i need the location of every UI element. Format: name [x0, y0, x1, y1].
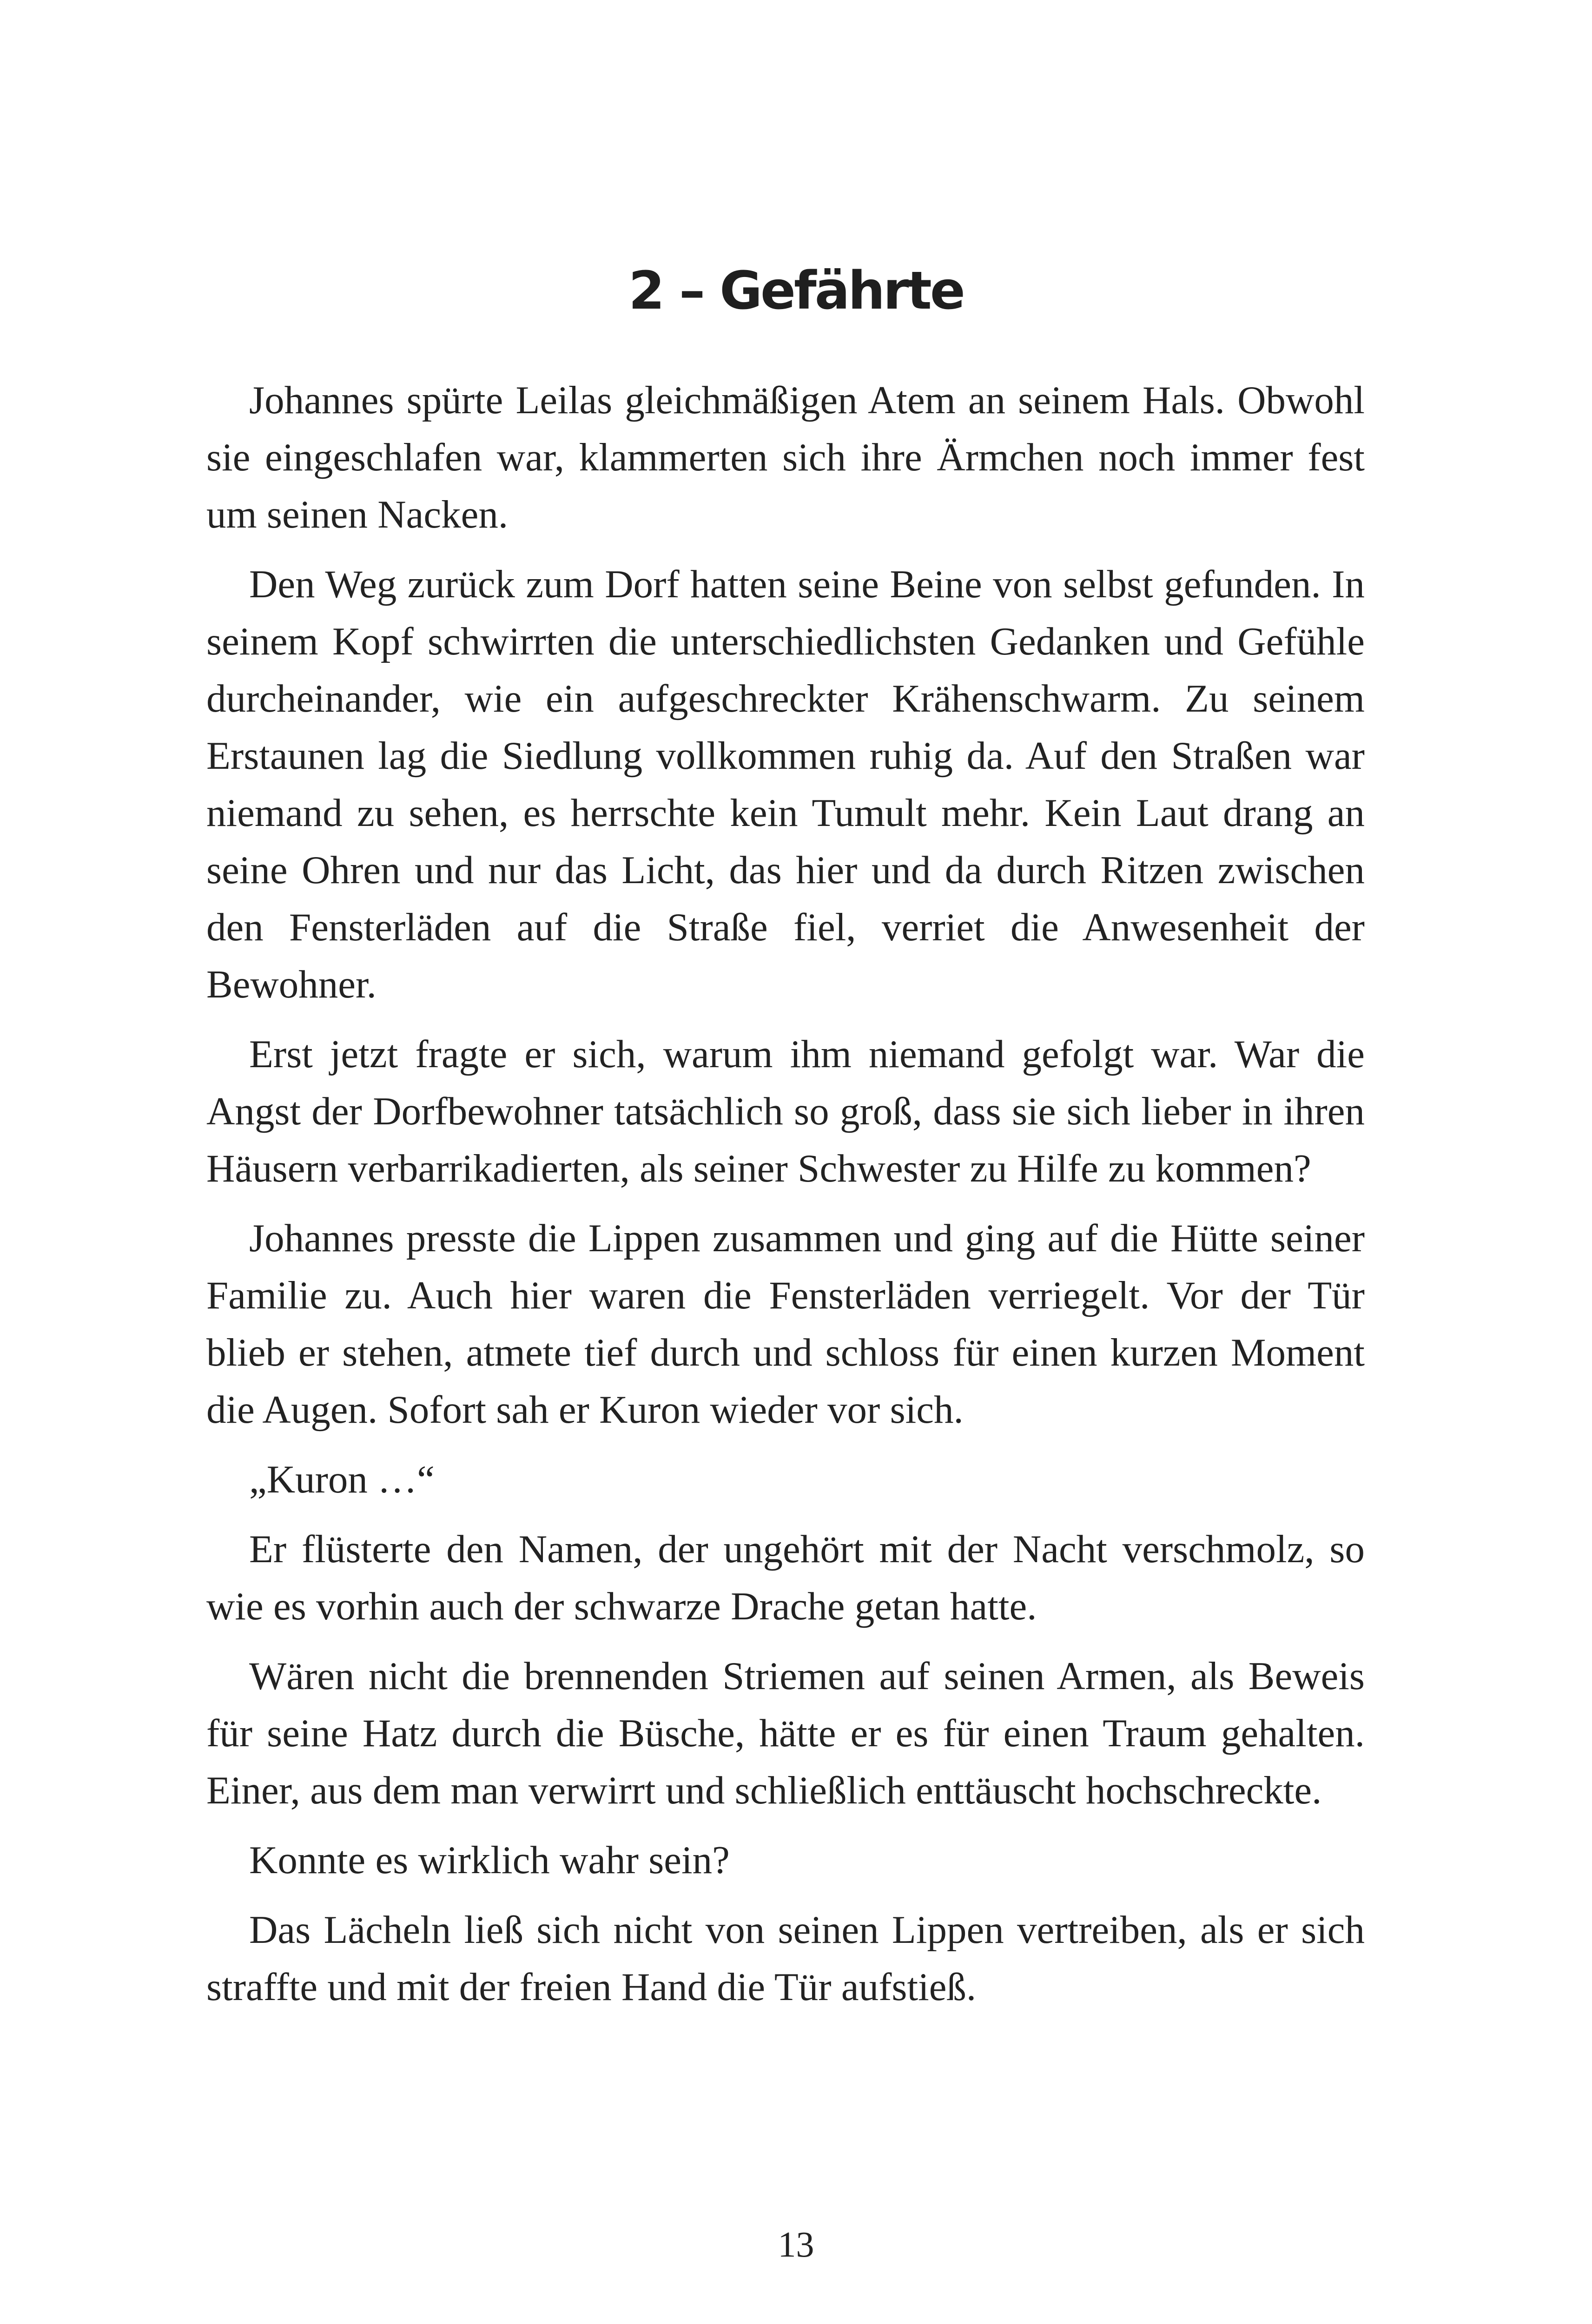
paragraph: Wären nicht die brennenden Striemen auf seinen Armen, als Beweis für seine Hatz durch die Büsche, hätte er es für einen Traum gehalten. Einer, aus dem man verwirrt und schließlich enttäuscht hochschreckte.	[206, 1654, 1365, 1812]
chapter-title: 2 – Gefährte	[628, 261, 964, 321]
paragraph: Den Weg zurück zum Dorf hatten seine Beine von selbst gefunden. In seinem Kopf schwirrten die unterschiedlichsten Gedanken und Gefühle durcheinander, wie ein aufgeschreckter Krähenschwarm. Zu seinem Erstaunen lag die Siedlung vollkommen ruhig da. Auf den Straßen war niemand zu sehen, es herrschte kein Tumult mehr. Kein Laut drang an seine Ohren und nur das Licht, das hier und da durch Ritzen zwischen den Fensterläden auf die Straße fiel, verriet die Anwesenheit der Bewohner.	[206, 562, 1365, 1006]
paragraph: Johannes presste die Lippen zusammen und ging auf die Hütte seiner Familie zu. Auch hier waren die Fensterläden verriegelt. Vor der Tür blieb er stehen, atmete tief durch und schloss für einen kurzen Moment die Augen. Sofort sah er Kuron wieder vor sich.	[206, 1216, 1365, 1432]
chapter-body	[206, 372, 1365, 2028]
page-number: 13	[778, 2224, 814, 2265]
paragraph: Er flüsterte den Namen, der ungehört mit der Nacht verschmolz, so wie es vorhin auch der schwarze Drache getan hatte.	[206, 1527, 1365, 1628]
paragraph: „Kuron …“	[249, 1458, 435, 1501]
paragraph: Das Lächeln ließ sich nicht von seinen Lippen vertreiben, als er sich straffte und mit der freien Hand die Tür aufstieß.	[206, 1908, 1365, 2009]
paragraph: Johannes spürte Leilas gleichmäßigen Atem an seinem Hals. Obwohl sie eingeschlafen war, klammerten sich ihre Ärmchen noch immer fest um seinen Nacken.	[206, 378, 1365, 536]
paragraph: Erst jetzt fragte er sich, warum ihm niemand gefolgt war. War die Angst der Dorfbewohner tatsächlich so groß, dass sie sich lieber in ihren Häusern verbarrikadierten, als seiner Schwester zu Hilfe zu kommen?	[206, 1032, 1365, 1190]
paragraph: Konnte es wirklich wahr sein?	[249, 1838, 730, 1882]
